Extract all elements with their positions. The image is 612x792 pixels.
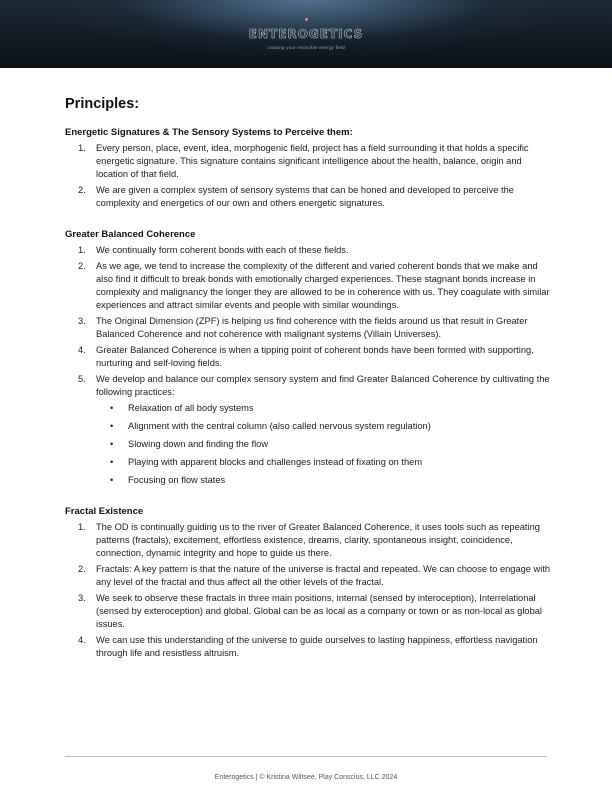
item-number: 2.: [78, 261, 86, 271]
item-number: 2.: [78, 564, 86, 574]
item-text: Greater Balanced Coherence is when a tipping point of coherent bonds have been formed with supporting, nurturing and self-loving fields.: [96, 345, 534, 368]
bullet-icon: •: [110, 457, 114, 467]
list-item: [65, 563, 555, 589]
item-number: 1.: [78, 143, 86, 153]
bullet-icon: •: [110, 475, 114, 485]
bullet-item: [96, 456, 555, 469]
item-number: 3.: [78, 316, 86, 326]
item-number: 5.: [78, 374, 86, 384]
section-greater-balanced-coherence: [65, 228, 555, 487]
bullet-list: [96, 402, 555, 487]
item-text: We continually form coherent bonds with each of these fields.: [96, 245, 349, 255]
page-footer: Enterogetics | © Kristina Wiltsee, Play Conscius, LLC 2024: [214, 774, 398, 781]
list-item: [65, 244, 555, 257]
bullet-item: [96, 438, 555, 451]
item-text: We can use this understanding of the universe to guide ourselves to lasting happiness, effortless navigation through life and resistless altruism.: [96, 635, 538, 658]
bullet-icon: •: [110, 403, 114, 413]
item-text: We are given a complex system of sensory systems that can be honed and developed to perceive the complexity and energetics of our own and others energetic signatures.: [96, 185, 514, 208]
list-item: [65, 521, 555, 560]
brand-tagline: creating your invincible energy field: [267, 45, 345, 50]
list-item: [65, 260, 555, 312]
section-energetic-signatures: [65, 126, 555, 210]
list-item: [65, 315, 555, 341]
item-text: We develop and balance our complex sensory system and find Greater Balanced Coherence by cultivating the following practices:: [96, 374, 550, 397]
item-text: We seek to observe these fractals in three main positions, internal (sensed by interoception), Interrelational (sensed by exteroception) and global. Global can be as local as a company or town or as non-local as global issues.: [96, 593, 542, 629]
list-item: [65, 142, 555, 181]
section-heading: Fractal Existence: [65, 506, 144, 517]
item-number: 1.: [78, 245, 86, 255]
list-item: [65, 344, 555, 370]
footer-divider: [65, 756, 547, 757]
item-number: 4.: [78, 345, 86, 355]
bullet-text: Alignment with the central column (also called nervous system regulation): [128, 421, 431, 431]
section-fractal-existence: [65, 505, 555, 660]
numbered-list: [65, 142, 555, 210]
item-number: 2.: [78, 185, 86, 195]
bullet-item: [96, 420, 555, 433]
item-text: The Original Dimension (ZPF) is helping us find coherence with the fields around us that result in Greater Balanced Coherence and not coherence with malignant systems (Villain Universes).: [96, 316, 528, 339]
item-text: Fractals: A key pattern is that the nature of the universe is fractal and repeated. We can choose to engage with any level of the fractal and thus affect all the other levels of the fractal.: [96, 564, 551, 587]
document-body: [65, 96, 555, 678]
item-number: 4.: [78, 635, 86, 645]
numbered-list: [65, 521, 555, 660]
item-text: Every person, place, event, idea, morphogenic field, project has a field surrounding it that holds a specific energetic signature. This signature contains significant intelligence about the health, balance, origin and location of that field.: [96, 143, 529, 179]
item-text: The OD is continually guiding us to the river of Greater Balanced Coherence, it uses tools such as repeating patterns (fractals), excitement, effortless existence, dreams, clarity, spontaneous insight, coincidence, connection, dynamic integrity and hope to guide us there.: [96, 522, 540, 558]
item-text: As we age, we tend to increase the complexity of the different and varied coherent bonds that we make and also find it difficult to break bonds with emotionally charged experiences. These stagnant bonds increase in complexity and malignancy the longer they are allowed to be in coherence with us. They coagulate with similar experiences and attract similar events and people with similar woundings.: [96, 261, 550, 310]
bullet-item: [96, 402, 555, 415]
brand-logo-text: ENTEROGETICS: [248, 27, 364, 41]
bullet-icon: •: [110, 421, 114, 431]
item-number: 1.: [78, 522, 86, 532]
list-item: [65, 184, 555, 210]
numbered-list: [65, 244, 555, 487]
bullet-text: Relaxation of all body systems: [128, 403, 254, 413]
section-heading: Greater Balanced Coherence: [65, 229, 196, 240]
bullet-text: Focusing on flow states: [128, 475, 226, 485]
list-item: [65, 634, 555, 660]
bullet-item: [96, 474, 555, 487]
bullet-icon: •: [110, 439, 114, 449]
bullet-text: Slowing down and finding the flow: [128, 439, 269, 449]
bullet-text: Playing with apparent blocks and challenges instead of fixating on them: [128, 457, 423, 467]
logo-dot-icon: [305, 18, 308, 21]
item-number: 3.: [78, 593, 86, 603]
header-banner: [0, 0, 612, 68]
page-title: Principles:: [65, 96, 140, 112]
section-heading: Energetic Signatures & The Sensory Systems to Perceive them:: [65, 127, 353, 138]
list-item: [65, 373, 555, 487]
list-item: [65, 592, 555, 631]
